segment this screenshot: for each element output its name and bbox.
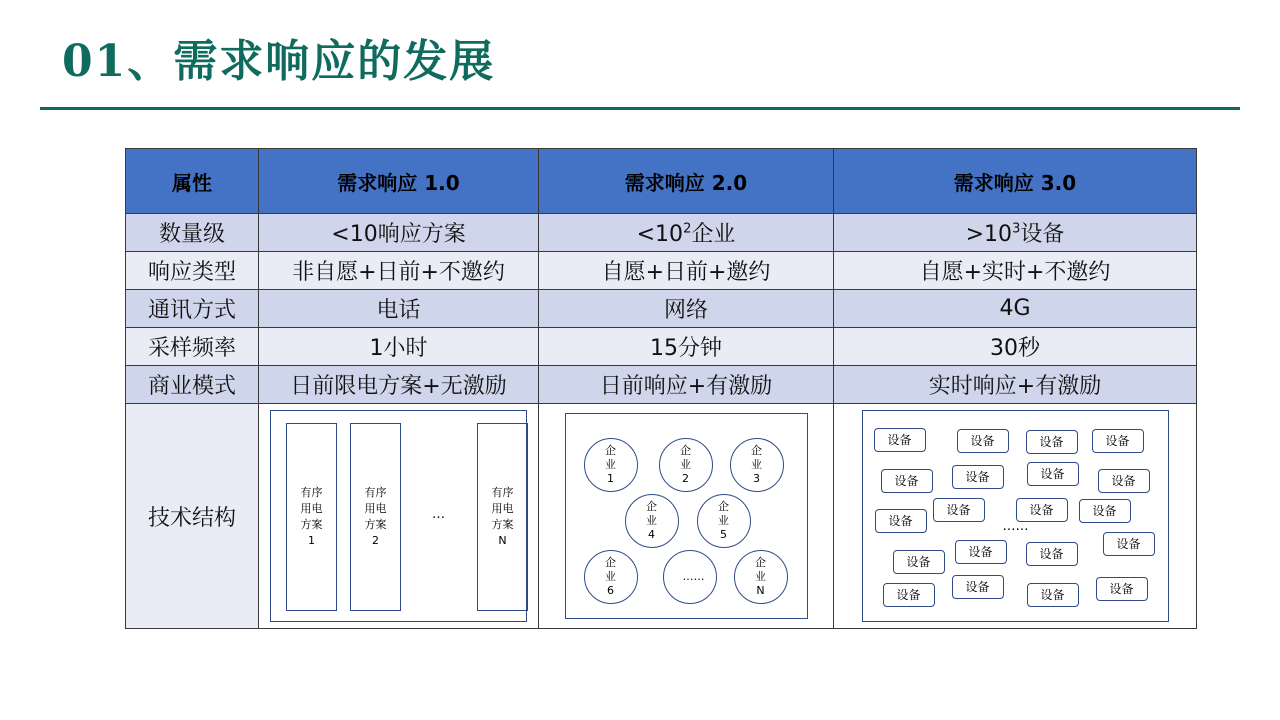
row-attr: 商业模式 (126, 366, 259, 404)
row-attr: 技术结构 (126, 404, 259, 629)
header-attr: 属性 (126, 149, 259, 214)
device-box: 设备 (875, 509, 927, 533)
page-title: 01、需求响应的发展 (62, 36, 496, 87)
plan-slot: 有序用电方案1 (286, 423, 337, 611)
device-box: 设备 (1027, 462, 1079, 486)
header-dr1: 需求响应 1.0 (259, 149, 539, 214)
tech-diagram-dr3 (834, 404, 1197, 629)
enterprise-circle: 企业5 (697, 494, 751, 548)
cell-dr2: 日前响应+有激励 (539, 366, 834, 404)
tech-diagram-dr2 (539, 404, 834, 629)
row-attr: 响应类型 (126, 252, 259, 290)
enterprise-circle: …… (663, 550, 717, 604)
device-box: 设备 (933, 498, 985, 522)
cell-dr1: 非自愿+日前+不邀约 (259, 252, 539, 290)
dr2-frame (565, 413, 808, 619)
device-box: 设备 (1027, 583, 1079, 607)
demand-response-table (125, 148, 1197, 629)
enterprise-circle: 企业3 (730, 438, 784, 492)
device-box: 设备 (1098, 469, 1150, 493)
cell-dr2: 15分钟 (539, 328, 834, 366)
cell-dr1: <10响应方案 (259, 214, 539, 252)
enterprise-circle: 企业1 (584, 438, 638, 492)
cell-dr1: 1小时 (259, 328, 539, 366)
plan-slot: 有序用电方案N (477, 423, 528, 611)
device-box: 设备 (1096, 577, 1148, 601)
device-box: 设备 (881, 469, 933, 493)
dr3-frame (862, 410, 1169, 622)
device-box: 设备 (1026, 430, 1078, 454)
cell-dr2: 网络 (539, 290, 834, 328)
table-row (126, 328, 1197, 366)
ellipsis: … (432, 507, 445, 522)
cell-dr1: 电话 (259, 290, 539, 328)
cell-dr2: 自愿+日前+邀约 (539, 252, 834, 290)
device-box: 设备 (1079, 499, 1131, 523)
row-attr: 采样频率 (126, 328, 259, 366)
row-attr: 数量级 (126, 214, 259, 252)
header-dr3: 需求响应 3.0 (834, 149, 1197, 214)
table-row (126, 290, 1197, 328)
cell-dr1: 日前限电方案+无激励 (259, 366, 539, 404)
tech-row (126, 404, 1197, 629)
device-box: 设备 (893, 550, 945, 574)
device-box: 设备 (955, 540, 1007, 564)
cell-dr3: $>10^3$设备 (834, 214, 1197, 252)
ellipsis: …… (1002, 519, 1029, 534)
title-underline (40, 107, 1240, 110)
enterprise-circle: 企业N (734, 550, 788, 604)
device-box: 设备 (952, 465, 1004, 489)
enterprise-circle: 企业2 (659, 438, 713, 492)
cell-dr2: $<10^2$企业 (539, 214, 834, 252)
device-box: 设备 (883, 583, 935, 607)
cell-dr3: 自愿+实时+不邀约 (834, 252, 1197, 290)
device-box: 设备 (1103, 532, 1155, 556)
tech-diagram-dr1 (259, 404, 539, 629)
header-dr2: 需求响应 2.0 (539, 149, 834, 214)
device-box: 设备 (1092, 429, 1144, 453)
plan-slot: 有序用电方案2 (350, 423, 401, 611)
enterprise-circle: 企业6 (584, 550, 638, 604)
table-row (126, 252, 1197, 290)
cell-dr3: 实时响应+有激励 (834, 366, 1197, 404)
device-box: 设备 (1026, 542, 1078, 566)
device-box: 设备 (952, 575, 1004, 599)
enterprise-circle: 企业4 (625, 494, 679, 548)
device-box: 设备 (957, 429, 1009, 453)
cell-dr3: 30秒 (834, 328, 1197, 366)
table-row (126, 214, 1197, 252)
device-box: 设备 (1016, 498, 1068, 522)
header-row (126, 149, 1197, 214)
device-box: 设备 (874, 428, 926, 452)
cell-dr3: 4G (834, 290, 1197, 328)
dr1-frame (270, 410, 527, 622)
row-attr: 通讯方式 (126, 290, 259, 328)
table-row (126, 366, 1197, 404)
